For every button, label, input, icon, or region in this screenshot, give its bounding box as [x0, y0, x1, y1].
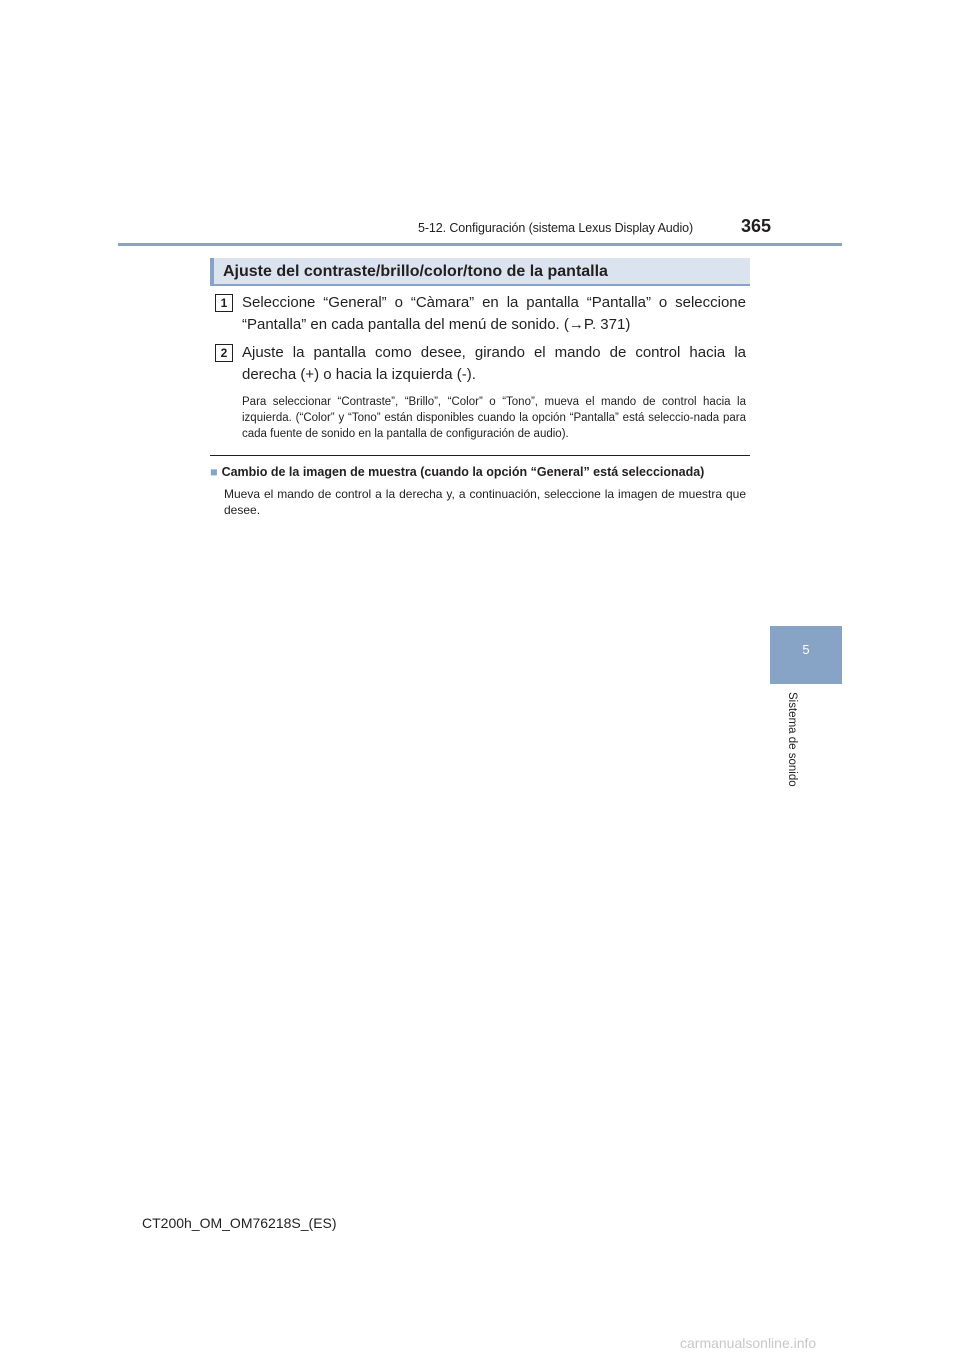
footer-code: CT200h_OM_OM76218S_(ES): [142, 1215, 337, 1231]
header-title: 5-12. Configuración (sistema Lexus Display Audio): [418, 221, 694, 235]
section-divider: [210, 455, 750, 456]
page-number: 365: [741, 216, 772, 236]
step-number-2: 2: [215, 344, 233, 362]
step-text-2: Ajuste la pantalla como desee, girando el mando de control hacia la derecha (+) o hacia la izquierda (-).: [242, 344, 746, 383]
square-bullet-icon: ■: [210, 465, 218, 479]
section-title: Ajuste del contraste/brillo/color/tono de la pantalla: [223, 263, 608, 280]
step-text-1: Seleccione “General” o “Càmara” en la pantalla “Pantalla” o seleccione “Pantalla” en cada pantalla del menú de sonido. (→P. 371): [242, 294, 746, 333]
watermark: carmanualsonline.info: [680, 1335, 817, 1351]
step-note: Para seleccionar “Contraste”, “Brillo”, “Color” o “Tono”, mueva el mando de control hacia la izquierda. (“Color” y “Tono” están disponibles cuando la opción “Pantalla” está seleccio-nada para cada fuente de sonido en la pantalla de configuración de audio).: [242, 396, 746, 440]
chapter-label: Sistema de sonido: [786, 692, 798, 787]
chapter-number: 5: [802, 642, 810, 657]
header-rule: [118, 243, 842, 246]
subsection-title: Cambio de la imagen de muestra (cuando la opción “General” está seleccionada): [221, 465, 705, 479]
step-number-1: 1: [215, 294, 233, 312]
subsection-heading: [210, 465, 704, 479]
subsection-text: Mueva el mando de control a la derecha y, a continuación, seleccione la imagen de muestra que desee.: [224, 487, 746, 517]
